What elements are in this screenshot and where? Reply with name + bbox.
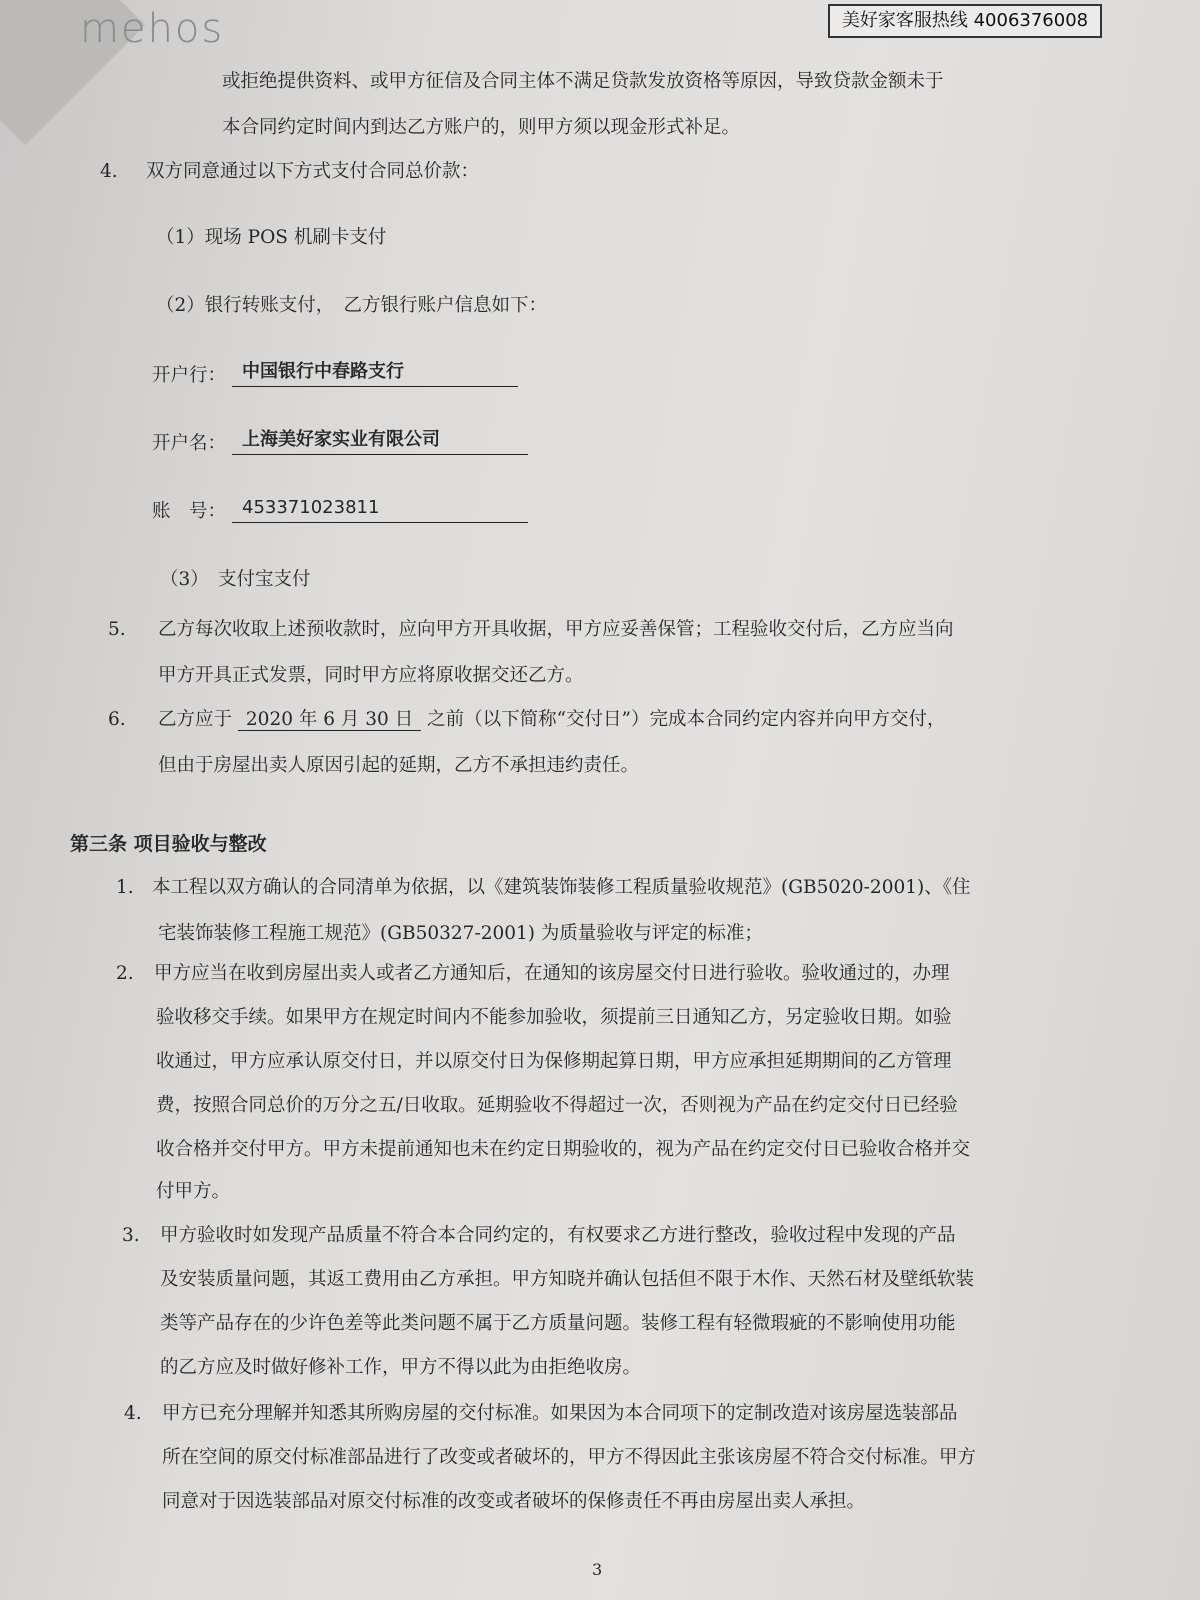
section3-title: 第三条 项目验收与整改 [70, 833, 267, 855]
s3-p2-line: 验收移交手续。如果甲方在规定时间内不能参加验收，须提前三日通知乙方，另定验收日期。如验 [156, 1007, 952, 1028]
s3-p2-line: 付甲方。 [156, 1181, 231, 1202]
bank-value: 中国银行中春路支行 [232, 358, 518, 387]
s3-p3-line: 甲方验收时如发现产品质量不符合本合同约定的，有权要求乙方进行整改，验收过程中发现的产品 [160, 1225, 956, 1246]
payment-option-pos: （1）现场 POS 机刷卡支付 [156, 227, 387, 248]
item6-line-1 [158, 706, 946, 734]
item6-post: 之前（以下简称“交付日”）完成本合同约定内容并向甲方交付， [427, 709, 946, 730]
item5-line-2: 甲方开具正式发票，同时甲方应将原收据交还乙方。 [158, 665, 584, 686]
s3-p2-number: 2. [116, 963, 134, 984]
s3-p1-line: 宅装饰装修工程施工规范》(GB50327-2001) 为质量验收与评定的标准； [158, 923, 763, 944]
page-number: 3 [592, 1560, 603, 1579]
item6-line-2: 但由于房屋出卖人原因引起的延期，乙方不承担违约责任。 [158, 755, 640, 776]
s3-p3-number: 3. [122, 1225, 140, 1246]
bank-label: 开户行： [152, 365, 227, 386]
item6-number: 6. [108, 709, 126, 730]
s3-p3-line: 的乙方应及时做好修补工作，甲方不得以此为由拒绝收房。 [160, 1357, 642, 1378]
delivery-date: 2020 年 6 月 30 日 [238, 709, 421, 731]
s3-p1-number: 1. [116, 877, 134, 898]
s3-p2-line: 收通过，甲方应承认原交付日，并以原交付日为保修期起算日期，甲方应承担延期期间的乙方管理 [156, 1051, 952, 1072]
item4-number: 4. [100, 161, 118, 182]
hotline-box: 美好家客服热线 4006376008 [828, 4, 1102, 38]
payment-option-alipay: （3） 支付宝支付 [160, 569, 311, 590]
account-name-label: 开户名： [152, 433, 227, 454]
s3-p3-line: 及安装质量问题，其返工费用由乙方承担。甲方知晓并确认包括但不限于木作、天然石材及壁纸软装 [160, 1269, 975, 1290]
s3-p4-line: 甲方已充分理解并知悉其所购房屋的交付标准。如果因为本合同项下的定制改造对该房屋选装部品 [162, 1403, 958, 1424]
account-name-value: 上海美好家实业有限公司 [232, 426, 528, 455]
item6-pre: 乙方应于 [158, 709, 233, 730]
top-line-2: 本合同约定时间内到达乙方账户的，则甲方须以现金形式补足。 [222, 117, 741, 138]
account-number-label: 账 号： [152, 501, 227, 522]
s3-p4-line: 所在空间的原交付标准部品进行了改变或者破坏的，甲方不得因此主张该房屋不符合交付标准。甲方 [162, 1447, 977, 1468]
account-number-value: 453371023811 [232, 494, 528, 523]
s3-p3-line: 类等产品存在的少许色差等此类问题不属于乙方质量问题。装修工程有轻微瑕疵的不影响使用功能 [160, 1313, 956, 1334]
item5-line-1: 乙方每次收取上述预收款时，应向甲方开具收据，甲方应妥善保管；工程验收交付后，乙方应当向 [158, 619, 954, 640]
mehos-logo: mehos [80, 6, 225, 52]
s3-p2-line: 费，按照合同总价的万分之五/日收取。延期验收不得超过一次，否则视为产品在约定交付日已经验 [156, 1095, 958, 1116]
s3-p2-line: 甲方应当在收到房屋出卖人或者乙方通知后，在通知的该房屋交付日进行验收。验收通过的，办理 [154, 963, 950, 984]
s3-p1-line: 本工程以双方确认的合同清单为依据，以《建筑装饰装修工程质量验收规范》(GB5020-2001)、《住 [152, 877, 971, 898]
s3-p4-number: 4. [124, 1403, 142, 1424]
top-line-1: 或拒绝提供资料、或甲方征信及合同主体不满足贷款发放资格等原因，导致贷款金额未于 [222, 71, 944, 92]
s3-p2-line: 收合格并交付甲方。甲方未提前通知也未在约定日期验收的，视为产品在约定交付日已验收合格并交 [156, 1139, 971, 1160]
s3-p4-line: 同意对于因选装部品对原交付标准的改变或者破坏的保修责任不再由房屋出卖人承担。 [162, 1491, 866, 1512]
payment-option-bank: （2）银行转账支付， 乙方银行账户信息如下： [156, 295, 548, 316]
item4-text: 双方同意通过以下方式支付合同总价款： [146, 161, 480, 182]
item5-number: 5. [108, 619, 126, 640]
